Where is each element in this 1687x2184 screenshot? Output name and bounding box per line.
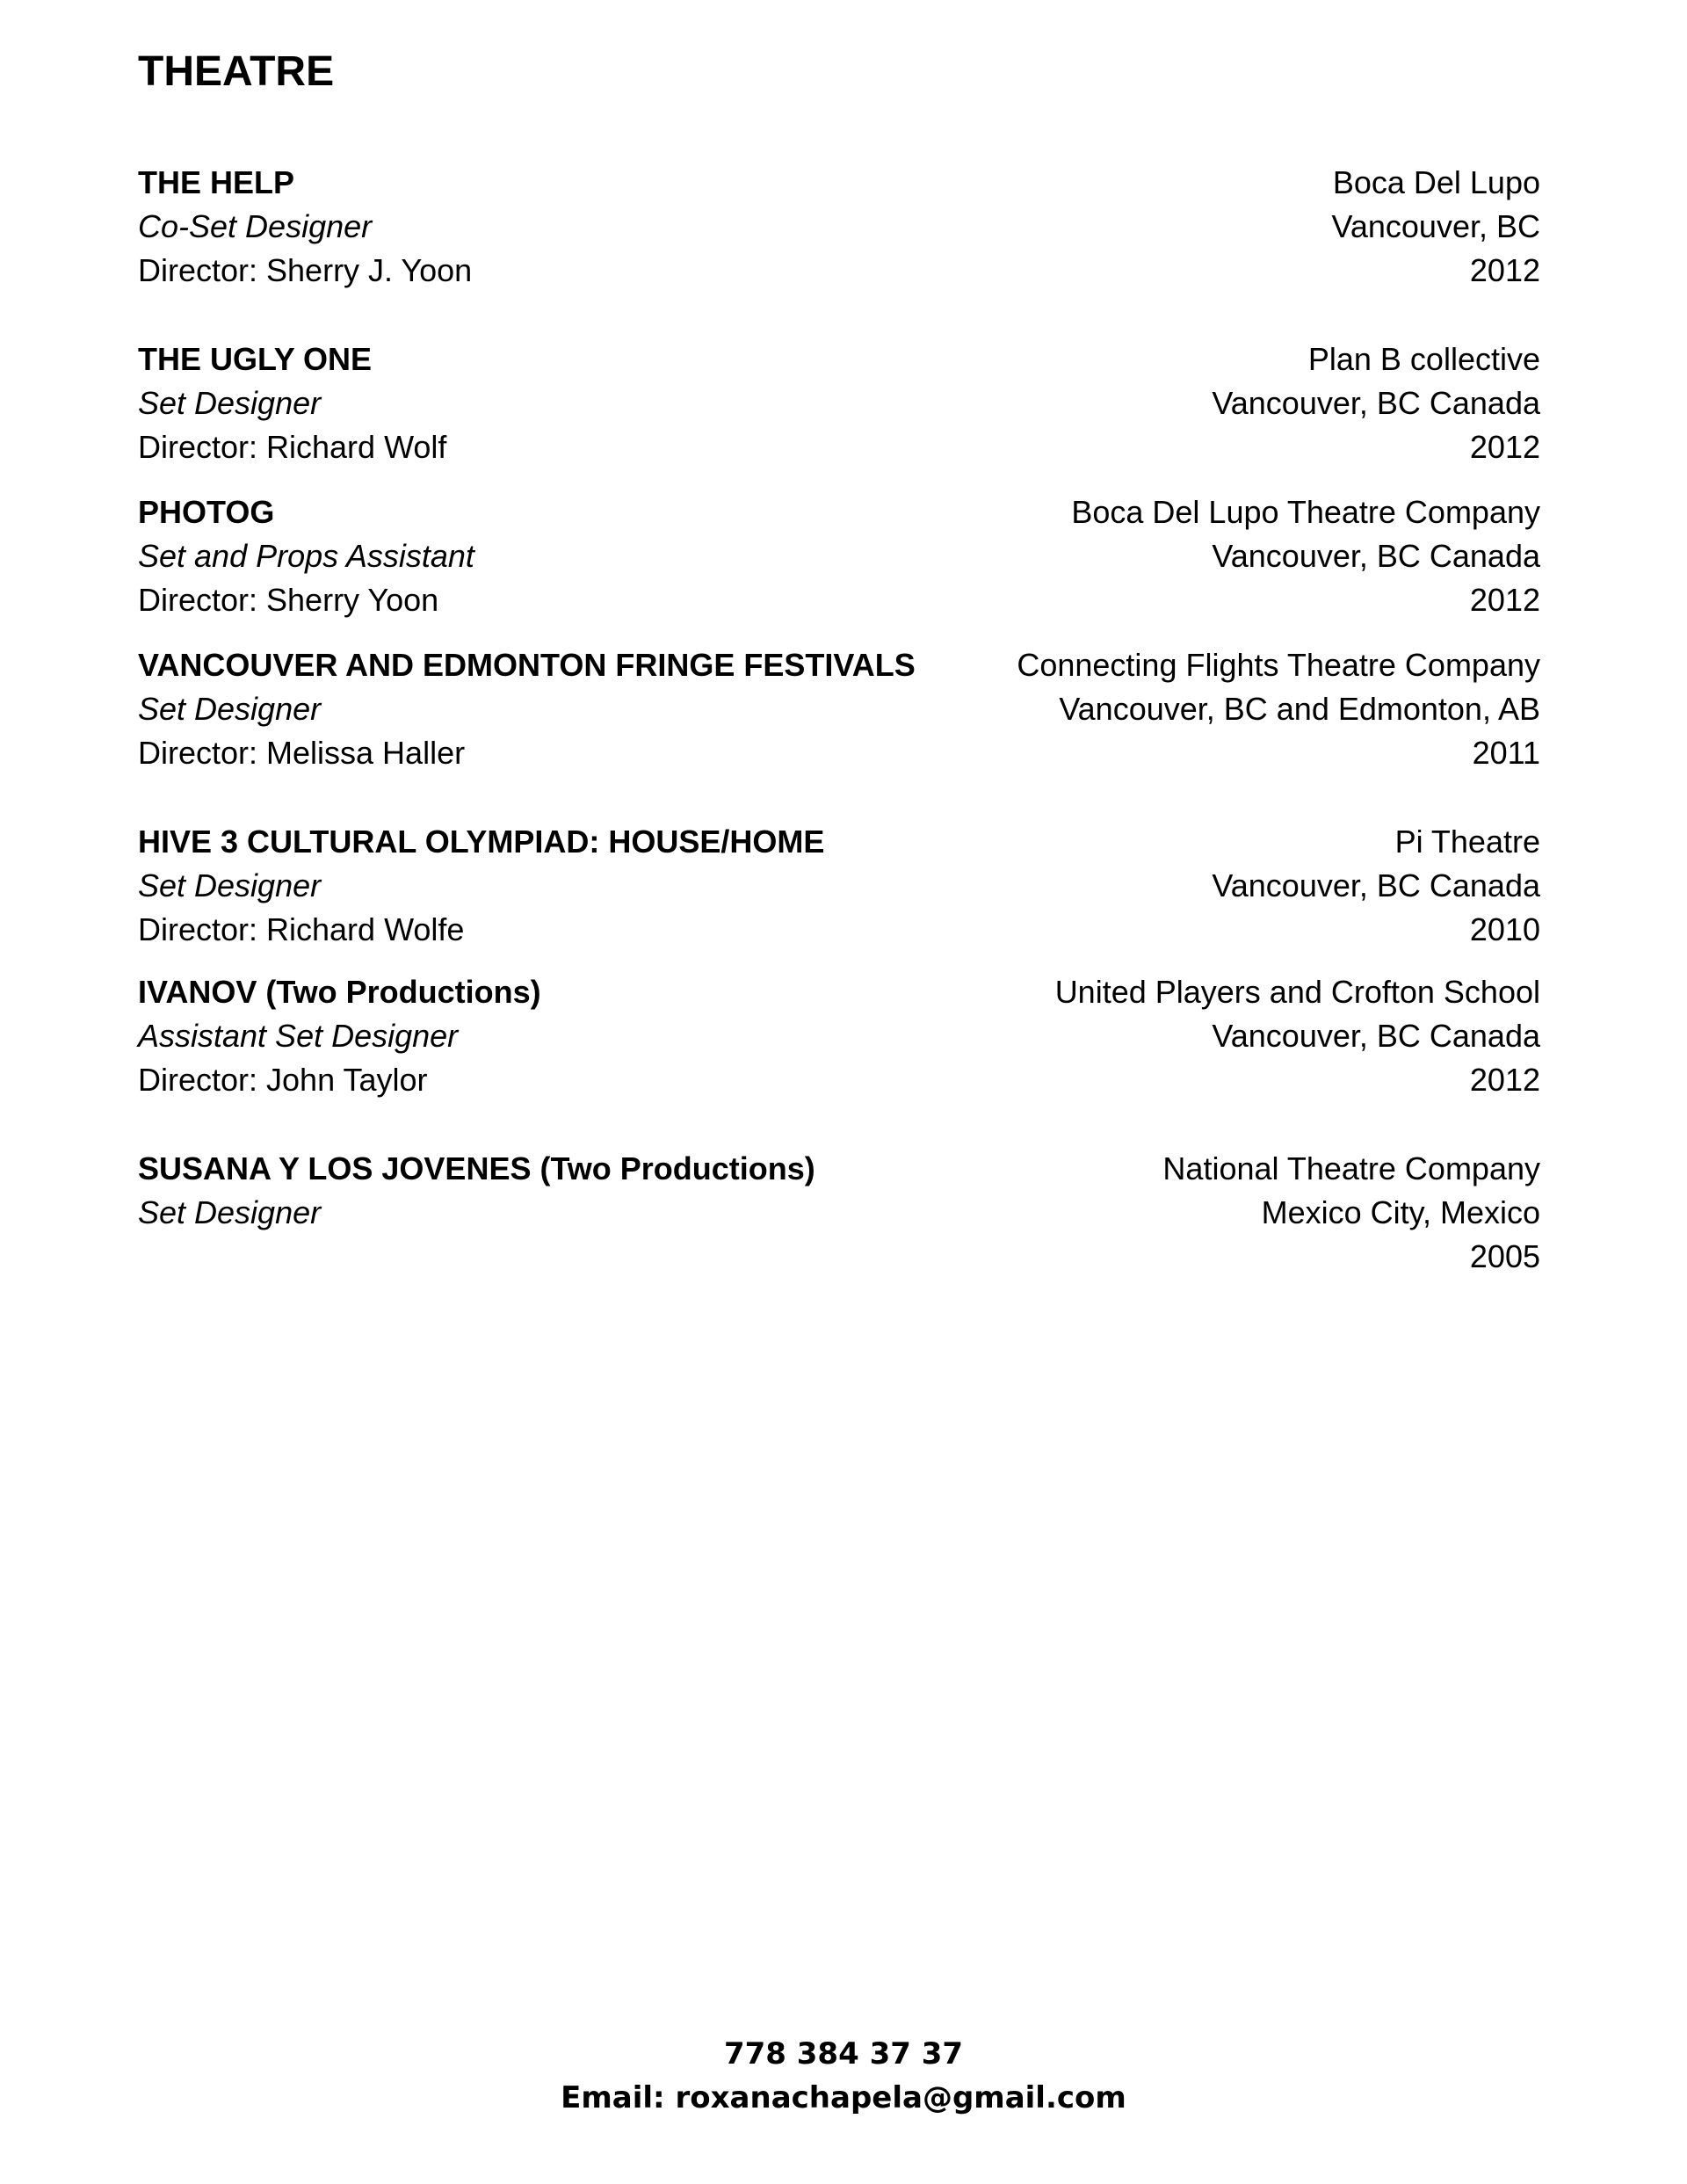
role: Set Designer — [138, 691, 322, 727]
director: Director: John Taylor — [138, 1062, 428, 1098]
production-title: IVANOV (Two Productions) — [138, 974, 541, 1010]
entry-row-2 — [138, 687, 1540, 731]
role: Set Designer — [138, 1194, 322, 1230]
entry-row-2 — [138, 864, 1540, 908]
role: Set Designer — [138, 867, 322, 903]
entry-row-1 — [138, 1147, 1540, 1191]
theatre-entry — [138, 970, 1540, 1102]
location: Mexico City, Mexico — [1261, 1194, 1540, 1230]
company-name: United Players and Crofton School — [1054, 974, 1540, 1010]
theatre-entry — [138, 490, 1540, 622]
location: Vancouver, BC Canada — [1212, 1018, 1540, 1054]
entry-row-1 — [138, 490, 1540, 534]
year: 2010 — [1469, 911, 1540, 947]
entry-row-3 — [138, 1235, 1540, 1279]
year: 2012 — [1469, 1062, 1540, 1098]
production-title: VANCOUVER AND EDMONTON FRINGE FESTIVALS — [138, 647, 916, 683]
entry-row-3 — [138, 249, 1540, 293]
contact-phone: 778 384 37 37 — [723, 2036, 964, 2072]
year: 2012 — [1469, 582, 1540, 618]
production-title: THE HELP — [138, 164, 295, 200]
entry-row-2 — [138, 1191, 1540, 1235]
theatre-entry — [138, 820, 1540, 952]
company-name: National Theatre Company — [1162, 1150, 1540, 1186]
production-title: THE UGLY ONE — [138, 341, 373, 377]
location: Vancouver, BC — [1331, 208, 1540, 244]
entry-row-2 — [138, 1014, 1540, 1058]
company-name: Plan B collective — [1307, 341, 1540, 377]
role: Co-Set Designer — [138, 208, 373, 244]
company-name: Connecting Flights Theatre Company — [1017, 647, 1540, 683]
director: Director: Sherry J. Yoon — [138, 252, 473, 288]
production-title: HIVE 3 CULTURAL OLYMPIAD: HOUSE/HOME — [138, 824, 825, 860]
theatre-entry — [138, 337, 1540, 469]
company-name: Pi Theatre — [1394, 824, 1540, 860]
entry-row-1 — [138, 161, 1540, 205]
company-name: Boca Del Lupo Theatre Company — [1071, 494, 1540, 530]
year: 2011 — [1472, 735, 1540, 771]
theatre-entry — [138, 161, 1540, 293]
theatre-entry — [138, 1147, 1540, 1279]
production-title: PHOTOG — [138, 494, 275, 530]
year: 2012 — [1469, 429, 1540, 465]
location: Vancouver, BC Canada — [1212, 538, 1540, 574]
role: Set Designer — [138, 385, 322, 421]
entry-row-3 — [138, 1058, 1540, 1102]
location: Vancouver, BC Canada — [1212, 867, 1540, 903]
location: Vancouver, BC Canada — [1212, 385, 1540, 421]
entry-row-1 — [138, 820, 1540, 864]
director: Director: Sherry Yoon — [138, 582, 439, 618]
entry-row-3 — [138, 731, 1540, 775]
entry-row-3 — [138, 425, 1540, 469]
theatre-entry — [138, 643, 1540, 775]
director: Director: Richard Wolf — [138, 429, 447, 465]
role: Set and Props Assistant — [138, 538, 474, 574]
entry-row-1 — [138, 643, 1540, 687]
contact-email: Email: roxanachapela@gmail.com — [561, 2080, 1126, 2115]
entry-row-1 — [138, 337, 1540, 381]
role: Assistant Set Designer — [138, 1018, 459, 1054]
location: Vancouver, BC and Edmonton, AB — [1059, 691, 1540, 727]
entry-row-2 — [138, 381, 1540, 425]
production-title: SUSANA Y LOS JOVENES (Two Productions) — [138, 1150, 815, 1186]
company-name: Boca Del Lupo — [1332, 164, 1540, 200]
year: 2005 — [1469, 1238, 1540, 1274]
entry-row-3 — [138, 578, 1540, 622]
year: 2012 — [1469, 252, 1540, 288]
entry-row-2 — [138, 205, 1540, 249]
section-title: THEATRE — [138, 48, 335, 95]
director: Director: Melissa Haller — [138, 735, 466, 771]
entry-row-1 — [138, 970, 1540, 1014]
director: Director: Richard Wolfe — [138, 911, 465, 947]
entry-row-3 — [138, 908, 1540, 952]
entry-row-2 — [138, 534, 1540, 578]
